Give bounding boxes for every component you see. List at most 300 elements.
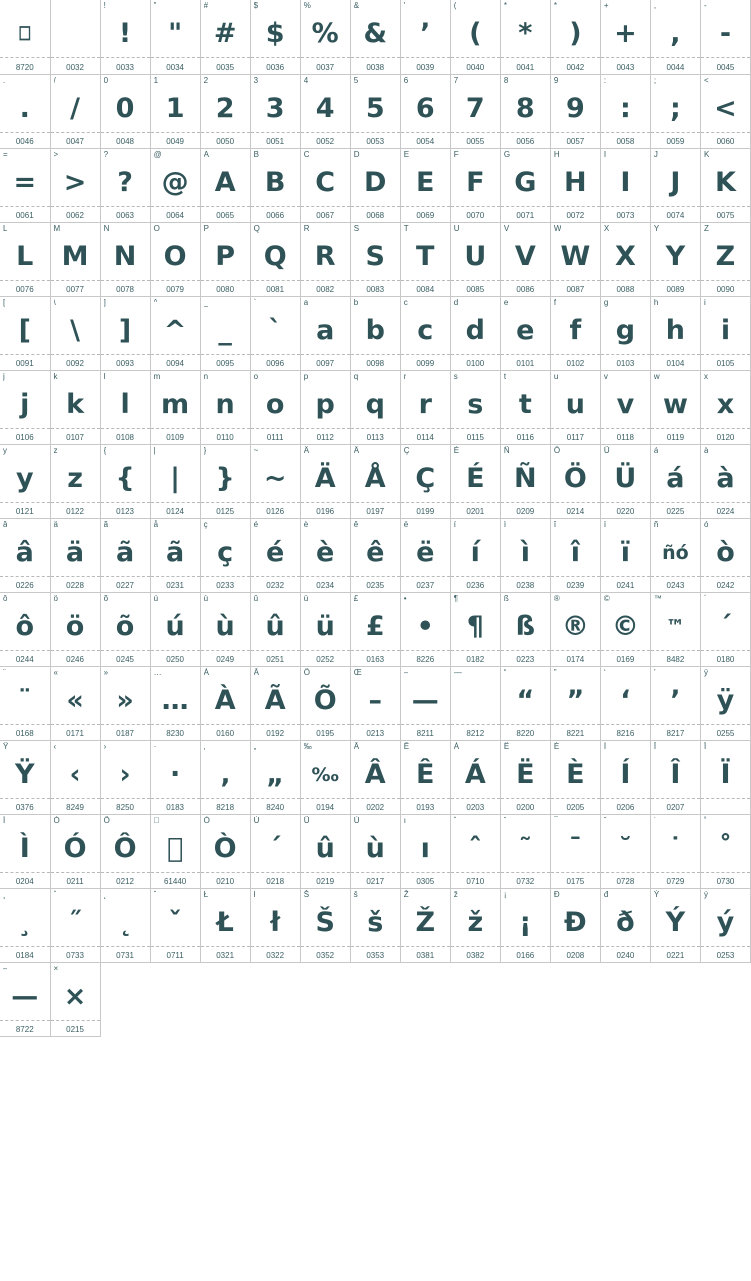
glyph-cell[interactable] xyxy=(600,0,650,74)
glyph-name-label: ¶ xyxy=(453,593,459,603)
glyph-cell[interactable] xyxy=(50,592,100,666)
glyph-cell[interactable] xyxy=(150,814,200,888)
glyph-cell[interactable] xyxy=(300,148,350,222)
glyph-cell[interactable] xyxy=(450,296,500,370)
glyph-cell[interactable] xyxy=(250,222,300,296)
glyph-cell[interactable] xyxy=(650,444,700,518)
glyph-cell[interactable] xyxy=(450,888,500,962)
glyph-cell[interactable] xyxy=(550,740,600,814)
glyph-cell[interactable] xyxy=(500,444,550,518)
glyph-cell[interactable] xyxy=(600,370,650,444)
glyph-cell[interactable] xyxy=(450,518,500,592)
glyph-cell-inner xyxy=(51,371,100,444)
glyph-cell[interactable] xyxy=(400,370,450,444)
glyph-cell[interactable] xyxy=(550,74,600,148)
glyph-name-label: è xyxy=(303,519,309,529)
glyph-cell[interactable] xyxy=(500,296,550,370)
glyph-cell[interactable] xyxy=(0,740,50,814)
glyph-cell[interactable] xyxy=(650,888,700,962)
glyph-cell[interactable] xyxy=(300,740,350,814)
glyph-cell-inner xyxy=(701,741,750,814)
glyph-cell[interactable] xyxy=(550,592,600,666)
glyph-code-label: 0123 xyxy=(116,506,134,516)
glyph-cell[interactable] xyxy=(350,148,400,222)
glyph-cell[interactable] xyxy=(250,370,300,444)
glyph-cell[interactable] xyxy=(700,444,750,518)
glyph-cell[interactable] xyxy=(100,740,150,814)
glyph-name-label: ¸ xyxy=(3,889,6,899)
glyph-cell[interactable] xyxy=(150,296,200,370)
glyph-cell[interactable] xyxy=(300,0,350,74)
glyph-cell-inner xyxy=(551,889,600,962)
glyph-cell[interactable] xyxy=(400,814,450,888)
glyph-cell[interactable] xyxy=(350,222,400,296)
glyph-cell[interactable] xyxy=(350,814,400,888)
glyph-code-label: 0194 xyxy=(316,802,335,812)
glyph-cell[interactable] xyxy=(450,814,500,888)
glyph-cell[interactable] xyxy=(500,370,550,444)
glyph-cell[interactable] xyxy=(500,666,550,740)
glyph-code-label: 0322 xyxy=(266,950,285,960)
glyph-cell[interactable] xyxy=(300,444,350,518)
glyph-cell[interactable] xyxy=(600,814,650,888)
glyph-cell[interactable] xyxy=(350,296,400,370)
baseline-rule xyxy=(0,650,50,651)
glyph-cell[interactable] xyxy=(200,0,250,74)
glyph-cell[interactable] xyxy=(500,518,550,592)
glyph-cell[interactable] xyxy=(50,666,100,740)
glyph-cell[interactable] xyxy=(0,370,50,444)
glyph-name-label: 5 xyxy=(353,75,359,85)
glyph-code-label: 8250 xyxy=(116,802,134,812)
glyph-name-label: J xyxy=(653,149,658,159)
glyph-cell[interactable] xyxy=(50,740,100,814)
glyph-cell[interactable] xyxy=(50,518,100,592)
baseline-rule xyxy=(401,576,450,577)
glyph-cell-inner xyxy=(0,0,50,74)
glyph-cell[interactable] xyxy=(200,222,250,296)
glyph-code-label: 0106 xyxy=(15,432,34,442)
glyph-name-label: } xyxy=(203,445,207,455)
glyph-cell[interactable] xyxy=(650,74,700,148)
glyph-preview: » xyxy=(116,684,134,716)
glyph-cell[interactable] xyxy=(250,814,300,888)
glyph-preview: Î xyxy=(670,758,681,790)
baseline-rule xyxy=(151,872,200,873)
glyph-cell[interactable] xyxy=(150,74,200,148)
glyph-cell[interactable] xyxy=(650,370,700,444)
glyph-cell[interactable] xyxy=(300,74,350,148)
glyph-cell[interactable] xyxy=(500,814,550,888)
glyph-cell[interactable] xyxy=(0,592,50,666)
glyph-cell[interactable] xyxy=(300,888,350,962)
glyph-cell[interactable] xyxy=(400,74,450,148)
glyph-cell[interactable] xyxy=(100,0,150,74)
glyph-cell[interactable] xyxy=(600,888,650,962)
glyph-code-label: 0199 xyxy=(416,506,435,516)
glyph-cell[interactable] xyxy=(0,444,50,518)
glyph-cell[interactable] xyxy=(700,740,750,814)
glyph-cell[interactable] xyxy=(200,592,250,666)
glyph-preview: î xyxy=(570,536,580,568)
glyph-cell[interactable] xyxy=(550,814,600,888)
glyph-preview: ’ xyxy=(670,684,681,716)
glyph-cell[interactable] xyxy=(150,666,200,740)
glyph-cell[interactable] xyxy=(350,370,400,444)
glyph-cell[interactable] xyxy=(650,148,700,222)
glyph-cell[interactable] xyxy=(100,74,150,148)
glyph-code-label: 0095 xyxy=(216,358,235,368)
glyph-cell[interactable] xyxy=(450,370,500,444)
glyph-cell-inner xyxy=(101,445,150,518)
glyph-cell[interactable] xyxy=(400,740,450,814)
glyph-cell[interactable] xyxy=(550,222,600,296)
glyph-cell[interactable] xyxy=(300,222,350,296)
glyph-cell[interactable] xyxy=(600,518,650,592)
glyph-cell[interactable] xyxy=(700,518,750,592)
glyph-cell[interactable] xyxy=(50,888,100,962)
glyph-cell[interactable] xyxy=(700,222,750,296)
glyph-cell[interactable] xyxy=(600,74,650,148)
glyph-cell[interactable] xyxy=(600,444,650,518)
glyph-code-label: 0044 xyxy=(666,62,685,72)
glyph-cell[interactable] xyxy=(500,888,550,962)
baseline-rule xyxy=(251,502,300,503)
glyph-cell[interactable] xyxy=(650,296,700,370)
glyph-preview: 0 xyxy=(115,92,135,124)
glyph-cell[interactable] xyxy=(250,592,300,666)
glyph-cell-inner xyxy=(51,741,100,814)
glyph-preview: — xyxy=(411,684,439,716)
glyph-cell[interactable] xyxy=(0,148,50,222)
glyph-cell[interactable] xyxy=(0,666,50,740)
glyph-cell[interactable] xyxy=(550,444,600,518)
glyph-code-label: 0126 xyxy=(266,506,285,516)
glyph-cell[interactable] xyxy=(350,666,400,740)
glyph-cell[interactable] xyxy=(700,888,750,962)
glyph-cell[interactable] xyxy=(150,222,200,296)
glyph-cell-inner xyxy=(601,815,650,888)
glyph-cell[interactable] xyxy=(350,740,400,814)
glyph-name-label: . xyxy=(3,75,6,85)
glyph-preview: ˙ xyxy=(668,832,683,864)
glyph-cell-inner xyxy=(301,815,350,888)
baseline-rule xyxy=(551,946,600,947)
glyph-cell[interactable] xyxy=(450,444,500,518)
glyph-code-label: 8226 xyxy=(416,654,435,664)
glyph-name-label: £ xyxy=(353,593,359,603)
glyph-cell[interactable] xyxy=(300,296,350,370)
glyph-cell[interactable] xyxy=(350,444,400,518)
glyph-cell[interactable] xyxy=(450,148,500,222)
glyph-cell[interactable] xyxy=(550,148,600,222)
glyph-cell[interactable] xyxy=(500,222,550,296)
glyph-cell-inner xyxy=(551,297,600,370)
glyph-cell[interactable] xyxy=(400,148,450,222)
glyph-cell[interactable] xyxy=(250,74,300,148)
character-row xyxy=(0,888,751,962)
glyph-cell[interactable] xyxy=(700,370,750,444)
glyph-cell[interactable] xyxy=(100,518,150,592)
glyph-cell[interactable] xyxy=(550,888,600,962)
glyph-cell[interactable] xyxy=(450,0,500,74)
glyph-cell[interactable] xyxy=(450,74,500,148)
glyph-cell[interactable] xyxy=(400,592,450,666)
glyph-cell[interactable] xyxy=(600,592,650,666)
glyph-cell[interactable] xyxy=(400,518,450,592)
glyph-cell[interactable] xyxy=(600,740,650,814)
glyph-cell[interactable] xyxy=(700,592,750,666)
glyph-cell[interactable] xyxy=(550,0,600,74)
glyph-cell[interactable] xyxy=(250,444,300,518)
glyph-cell[interactable] xyxy=(450,740,500,814)
baseline-rule xyxy=(401,650,450,651)
glyph-cell[interactable] xyxy=(700,0,750,74)
glyph-cell-inner xyxy=(401,889,450,962)
glyph-cell[interactable] xyxy=(300,814,350,888)
glyph-name-label: G xyxy=(503,149,511,159)
glyph-preview: " xyxy=(168,18,183,49)
glyph-cell-inner xyxy=(601,889,650,962)
glyph-cell[interactable] xyxy=(100,296,150,370)
baseline-rule xyxy=(251,354,300,355)
glyph-code-label: 0239 xyxy=(566,580,585,590)
baseline-rule xyxy=(301,428,350,429)
glyph-code-label: 0203 xyxy=(466,802,485,812)
glyph-cell[interactable] xyxy=(100,592,150,666)
glyph-cell[interactable] xyxy=(350,0,400,74)
glyph-cell[interactable] xyxy=(200,370,250,444)
glyph-cell[interactable] xyxy=(100,222,150,296)
glyph-cell[interactable] xyxy=(0,222,50,296)
baseline-rule xyxy=(251,650,300,651)
glyph-cell[interactable] xyxy=(550,666,600,740)
glyph-cell[interactable] xyxy=(650,518,700,592)
glyph-cell[interactable] xyxy=(200,74,250,148)
glyph-cell[interactable] xyxy=(150,370,200,444)
glyph-cell[interactable] xyxy=(650,222,700,296)
glyph-code-label: 0059 xyxy=(666,136,685,146)
glyph-preview: « xyxy=(66,684,84,716)
glyph-cell[interactable] xyxy=(250,518,300,592)
glyph-cell[interactable] xyxy=(50,0,100,74)
glyph-cell[interactable] xyxy=(400,296,450,370)
glyph-cell[interactable] xyxy=(350,592,400,666)
glyph-cell[interactable] xyxy=(0,814,50,888)
glyph-cell[interactable] xyxy=(200,148,250,222)
glyph-cell[interactable] xyxy=(100,666,150,740)
baseline-rule xyxy=(301,132,350,133)
glyph-cell-inner xyxy=(651,815,700,888)
glyph-cell[interactable] xyxy=(650,740,700,814)
glyph-cell-inner xyxy=(351,223,400,296)
glyph-code-label: 0214 xyxy=(566,506,585,516)
glyph-cell[interactable] xyxy=(150,0,200,74)
glyph-cell[interactable] xyxy=(350,74,400,148)
glyph-cell[interactable] xyxy=(200,444,250,518)
glyph-cell[interactable] xyxy=(300,370,350,444)
glyph-name-label: _ xyxy=(203,297,209,307)
glyph-preview xyxy=(151,826,200,872)
glyph-code-label: 0048 xyxy=(116,136,134,146)
glyph-cell[interactable] xyxy=(250,0,300,74)
glyph-cell[interactable] xyxy=(150,592,200,666)
glyph-cell[interactable] xyxy=(500,592,550,666)
baseline-rule xyxy=(551,872,600,873)
glyph-cell[interactable] xyxy=(450,592,500,666)
glyph-code-label: 0061 xyxy=(15,210,34,220)
glyph-cell[interactable] xyxy=(300,592,350,666)
glyph-code-label: 0037 xyxy=(316,62,335,72)
empty-cell xyxy=(500,962,550,1036)
glyph-cell[interactable] xyxy=(650,592,700,666)
glyph-cell[interactable] xyxy=(500,148,550,222)
glyph-cell[interactable] xyxy=(600,666,650,740)
glyph-cell[interactable] xyxy=(400,666,450,740)
glyph-cell[interactable] xyxy=(50,444,100,518)
glyph-preview: ‹ xyxy=(69,758,81,790)
glyph-cell[interactable] xyxy=(200,518,250,592)
glyph-name-label: Ü xyxy=(603,445,610,455)
glyph-cell[interactable] xyxy=(250,740,300,814)
glyph-cell[interactable] xyxy=(400,222,450,296)
baseline-rule xyxy=(251,946,300,947)
glyph-cell-inner xyxy=(501,445,550,518)
glyph-cell[interactable] xyxy=(700,148,750,222)
glyph-cell-inner xyxy=(601,223,650,296)
glyph-cell[interactable] xyxy=(0,0,50,74)
glyph-preview xyxy=(51,11,100,57)
glyph-cell-inner xyxy=(301,75,350,148)
glyph-cell[interactable] xyxy=(100,148,150,222)
glyph-cell[interactable] xyxy=(150,740,200,814)
glyph-cell[interactable] xyxy=(700,666,750,740)
glyph-cell[interactable] xyxy=(50,74,100,148)
glyph-cell[interactable] xyxy=(200,814,250,888)
glyph-cell[interactable] xyxy=(0,296,50,370)
glyph-preview: u xyxy=(565,388,585,420)
glyph-preview: E xyxy=(416,166,435,198)
glyph-cell[interactable] xyxy=(300,518,350,592)
glyph-cell[interactable] xyxy=(50,222,100,296)
glyph-cell[interactable] xyxy=(100,814,150,888)
baseline-rule xyxy=(0,576,50,577)
glyph-cell[interactable] xyxy=(550,518,600,592)
glyph-cell[interactable] xyxy=(650,0,700,74)
glyph-cell[interactable] xyxy=(0,74,50,148)
glyph-name-label: f xyxy=(553,297,557,307)
glyph-cell[interactable] xyxy=(400,0,450,74)
glyph-cell[interactable] xyxy=(0,518,50,592)
glyph-cell[interactable] xyxy=(500,74,550,148)
baseline-rule xyxy=(451,576,500,577)
glyph-code-label: 0175 xyxy=(566,876,585,886)
glyph-code-label: 0174 xyxy=(566,654,585,664)
glyph-cell[interactable] xyxy=(450,222,500,296)
glyph-name-label: L xyxy=(3,223,8,233)
baseline-rule xyxy=(651,132,700,133)
glyph-preview: ò xyxy=(716,536,735,568)
glyph-code-label: 8217 xyxy=(666,728,685,738)
glyph-cell[interactable] xyxy=(50,814,100,888)
glyph-cell[interactable] xyxy=(200,740,250,814)
glyph-cell[interactable] xyxy=(600,148,650,222)
glyph-cell[interactable] xyxy=(50,962,100,1036)
glyph-cell[interactable] xyxy=(300,666,350,740)
glyph-cell[interactable] xyxy=(0,888,50,962)
glyph-cell[interactable] xyxy=(250,296,300,370)
glyph-cell[interactable] xyxy=(700,296,750,370)
glyph-name-label: ¯ xyxy=(553,815,559,825)
glyph-cell[interactable] xyxy=(500,740,550,814)
glyph-cell[interactable] xyxy=(150,148,200,222)
glyph-preview: ^ xyxy=(163,314,187,346)
glyph-cell[interactable] xyxy=(400,444,450,518)
glyph-preview: e xyxy=(516,314,535,346)
glyph-cell[interactable] xyxy=(550,370,600,444)
glyph-cell[interactable] xyxy=(200,296,250,370)
glyph-cell[interactable] xyxy=(350,518,400,592)
glyph-name-label: Ł xyxy=(203,889,209,899)
glyph-cell[interactable] xyxy=(700,814,750,888)
glyph-cell[interactable] xyxy=(600,222,650,296)
glyph-name-label: ! xyxy=(103,1,106,10)
glyph-cell[interactable] xyxy=(150,444,200,518)
glyph-cell[interactable] xyxy=(50,370,100,444)
glyph-cell[interactable] xyxy=(700,74,750,148)
glyph-cell[interactable] xyxy=(650,814,700,888)
glyph-cell[interactable] xyxy=(500,0,550,74)
glyph-code-label: 0238 xyxy=(516,580,535,590)
glyph-cell[interactable] xyxy=(400,888,450,962)
glyph-cell[interactable] xyxy=(200,888,250,962)
glyph-cell[interactable] xyxy=(650,666,700,740)
glyph-cell-inner xyxy=(201,149,250,222)
glyph-cell-inner xyxy=(501,889,550,962)
glyph-cell[interactable] xyxy=(250,666,300,740)
baseline-rule xyxy=(151,354,200,355)
glyph-cell-inner xyxy=(101,371,150,444)
glyph-cell[interactable] xyxy=(600,296,650,370)
glyph-cell[interactable] xyxy=(450,666,500,740)
glyph-cell[interactable] xyxy=(0,962,50,1036)
glyph-preview: [ xyxy=(18,314,31,346)
glyph-name-label: % xyxy=(303,1,311,10)
glyph-preview: ù xyxy=(215,610,235,642)
glyph-name-label: Ç xyxy=(403,445,410,455)
glyph-cell[interactable] xyxy=(250,888,300,962)
glyph-preview: . xyxy=(19,92,30,124)
glyph-cell[interactable] xyxy=(100,888,150,962)
glyph-cell[interactable] xyxy=(50,296,100,370)
glyph-cell-inner xyxy=(401,445,450,518)
glyph-cell[interactable] xyxy=(350,888,400,962)
glyph-cell[interactable] xyxy=(150,888,200,962)
glyph-preview: + xyxy=(614,18,637,49)
glyph-preview: Å xyxy=(364,462,386,494)
glyph-cell[interactable] xyxy=(100,444,150,518)
glyph-cell-inner xyxy=(151,297,200,370)
glyph-name-label: K xyxy=(703,149,710,159)
glyph-cell[interactable] xyxy=(200,666,250,740)
glyph-cell[interactable] xyxy=(250,148,300,222)
glyph-cell[interactable] xyxy=(100,370,150,444)
glyph-preview: û xyxy=(265,610,285,642)
glyph-cell[interactable] xyxy=(150,518,200,592)
glyph-preview: l xyxy=(120,388,130,420)
glyph-cell[interactable] xyxy=(50,148,100,222)
glyph-cell[interactable] xyxy=(550,296,600,370)
